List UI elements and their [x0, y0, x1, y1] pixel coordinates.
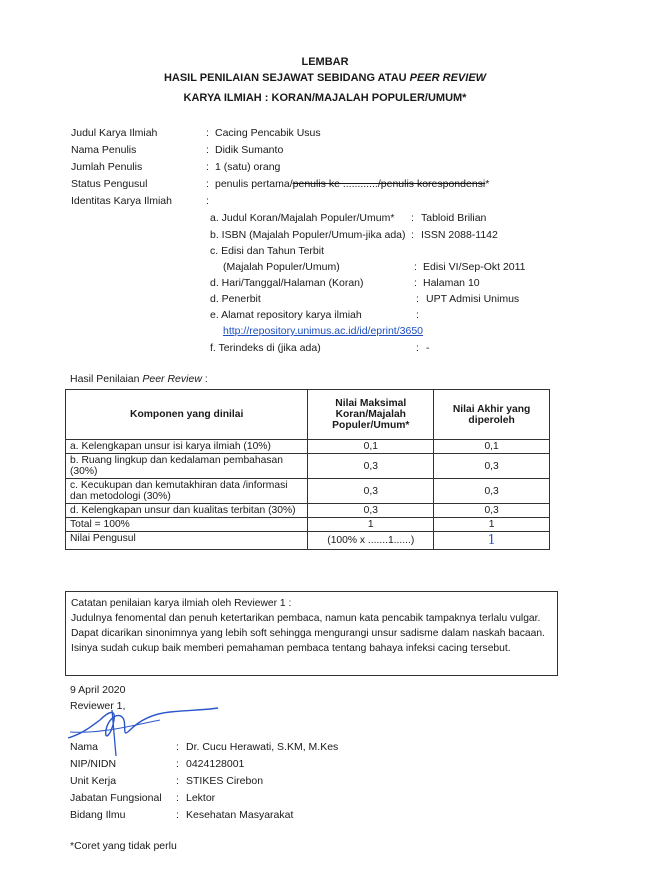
reviewer-label-bidang: Bidang Ilmu [70, 809, 126, 821]
info-label-status: Status Pengusul [71, 178, 148, 190]
table-header-row [66, 390, 550, 440]
reviewer-notes-box [65, 591, 558, 676]
reviewer-value-nama: Dr. Cucu Herawati, S.KM, M.Kes [186, 741, 339, 753]
identity-label-penerbit: d. Penerbit [210, 293, 261, 305]
doc-title-peer-review: PEER REVIEW [409, 72, 487, 84]
notes-title: Catatan penilaian karya ilmiah oleh Reviewer 1 : [71, 598, 292, 609]
status-struck: penulis ke ............/penulis korespondensi [292, 178, 486, 190]
identity-value-d: Halaman 10 [423, 277, 480, 289]
table-row [66, 479, 550, 504]
table-row [66, 454, 550, 479]
reviewer-label-nip: NIP/NIDN [70, 758, 117, 770]
reviewer-value-jabatan: Lektor [186, 792, 216, 804]
final-max: (100% x .......1......) [308, 532, 434, 550]
header-component: Komponen yang dinilai [66, 390, 308, 440]
caption-text: Hasil Penilaian [70, 373, 143, 385]
notes-body: Judulnya fenomental dan penuh ketertarikan pembaca, namun kata pencabik tampaknya terlalu vulgar. Dapat dicarikan sinonimnya yang lebih soft sehingga mengurangi unsur sadisme dalam naskah bacaan. Isinya sudah cukup baik memberi pemahaman pembaca tentang bahaya infeksi cacing tersebut. [71, 613, 545, 654]
row-component: d. Kelengkapan unsur dan kualitas terbitan (30%) [66, 504, 308, 518]
reviewer-value-unit: STIKES Cirebon [186, 775, 264, 787]
identity-value-penerbit: UPT Admisi Unimus [426, 293, 520, 305]
reviewer-label-nama: Nama [70, 741, 99, 753]
row-score: 0,1 [434, 440, 550, 454]
row-max: 0,1 [308, 440, 434, 454]
identity-value-c: Edisi VI/Sep-Okt 2011 [423, 261, 526, 273]
reviewer-label-unit: Unit Kerja [70, 775, 117, 787]
identity-label-c2: (Majalah Populer/Umum) [223, 261, 340, 273]
identity-label-f: f. Terindeks di (jika ada) [210, 342, 321, 354]
identity-sep: : [414, 261, 417, 273]
row-score: 0,3 [434, 504, 550, 518]
reviewer-sep: : [176, 775, 179, 787]
info-sep: : [206, 127, 209, 139]
identity-label-b: b. ISBN (Majalah Populer/Umum-jika ada) [210, 229, 406, 241]
identity-label-a: a. Judul Koran/Majalah Populer/Umum* [210, 212, 395, 224]
table-row [66, 504, 550, 518]
info-sep: : [206, 144, 209, 156]
total-label: Total = 100% [66, 518, 308, 532]
reviewer-sep: : [176, 741, 179, 753]
row-score: 0,3 [434, 454, 550, 479]
repository-link[interactable]: http://repository.unimus.ac.id/id/eprint/3650 [223, 325, 423, 337]
row-max: 0,3 [308, 479, 434, 504]
identity-label-e: e. Alamat repository karya ilmiah [210, 309, 362, 321]
row-component: b. Ruang lingkup dan kedalaman pembahasan (30%) [66, 454, 308, 479]
info-label-nama: Nama Penulis [71, 144, 137, 156]
doc-title-text: HASIL PENILAIAN SEJAWAT SEBIDANG ATAU [163, 72, 410, 84]
identity-value-f: - [426, 342, 430, 354]
info-label-identitas: Identitas Karya Ilmiah [71, 195, 172, 207]
row-component: c. Kecukupan dan kemutakhiran data /informasi dan metodologi (30%) [66, 479, 308, 504]
review-date: 9 April 2020 [70, 684, 126, 696]
info-value-nama: Didik Sumanto [215, 144, 284, 156]
identity-sep: : [416, 293, 419, 305]
reviewer-sep: : [176, 792, 179, 804]
reviewer-value-nip: 0424128001 [186, 758, 245, 770]
caption-peer-review: Peer Review [142, 373, 202, 385]
doc-title-karya: KARYA ILMIAH : KORAN/MAJALAH POPULER/UMUM* [183, 92, 467, 104]
table-final-row [66, 532, 550, 550]
reviewer-sep: : [176, 809, 179, 821]
header-max: Nilai Maksimal Koran/Majalah Populer/Umum* [308, 390, 434, 440]
status-kept: penulis pertama/ [215, 178, 293, 190]
row-max: 0,3 [308, 504, 434, 518]
info-label-judul: Judul Karya Ilmiah [71, 127, 158, 139]
row-score: 0,3 [434, 479, 550, 504]
identity-label-c: c. Edisi dan Tahun Terbit [210, 245, 325, 257]
status-asterisk: * [485, 178, 490, 190]
info-value-judul: Cacing Pencabik Usus [215, 127, 321, 139]
info-label-jumlah: Jumlah Penulis [71, 161, 143, 173]
info-sep: : [206, 161, 209, 173]
identity-sep: : [414, 277, 417, 289]
info-sep: : [206, 178, 209, 190]
total-max: 1 [308, 518, 434, 532]
table-caption [70, 373, 208, 385]
reviewer-sep: : [176, 758, 179, 770]
info-value-jumlah: 1 (satu) orang [215, 161, 281, 173]
table-row [66, 440, 550, 454]
identity-sep: : [416, 342, 419, 354]
final-label: Nilai Pengusul [66, 532, 308, 550]
identity-sep: : [411, 212, 414, 224]
header-score: Nilai Akhir yang diperoleh [434, 390, 550, 440]
total-score: 1 [434, 518, 550, 532]
identity-label-d: d. Hari/Tanggal/Halaman (Koran) [210, 277, 364, 289]
identity-sep: : [416, 309, 419, 321]
reviewer-label: Reviewer 1, [70, 700, 126, 712]
info-sep: : [206, 195, 209, 207]
identity-sep: : [411, 229, 414, 241]
table-total-row [66, 518, 550, 532]
doc-title-lembar: LEMBAR [301, 56, 349, 68]
reviewer-label-jabatan: Jabatan Fungsional [70, 792, 162, 804]
identity-value-a: Tabloid Brilian [421, 212, 487, 224]
caption-colon: : [201, 373, 208, 385]
row-max: 0,3 [308, 454, 434, 479]
reviewer-value-bidang: Kesehatan Masyarakat [186, 809, 294, 821]
info-value-status [215, 178, 489, 190]
footnote: *Coret yang tidak perlu [70, 840, 177, 852]
final-score-handwritten: 1 [434, 532, 550, 550]
score-table [65, 389, 550, 550]
identity-value-b: ISSN 2088-1142 [421, 229, 498, 241]
row-component: a. Kelengkapan unsur isi karya ilmiah (10%) [66, 440, 308, 454]
doc-title-hasil [0, 72, 650, 84]
